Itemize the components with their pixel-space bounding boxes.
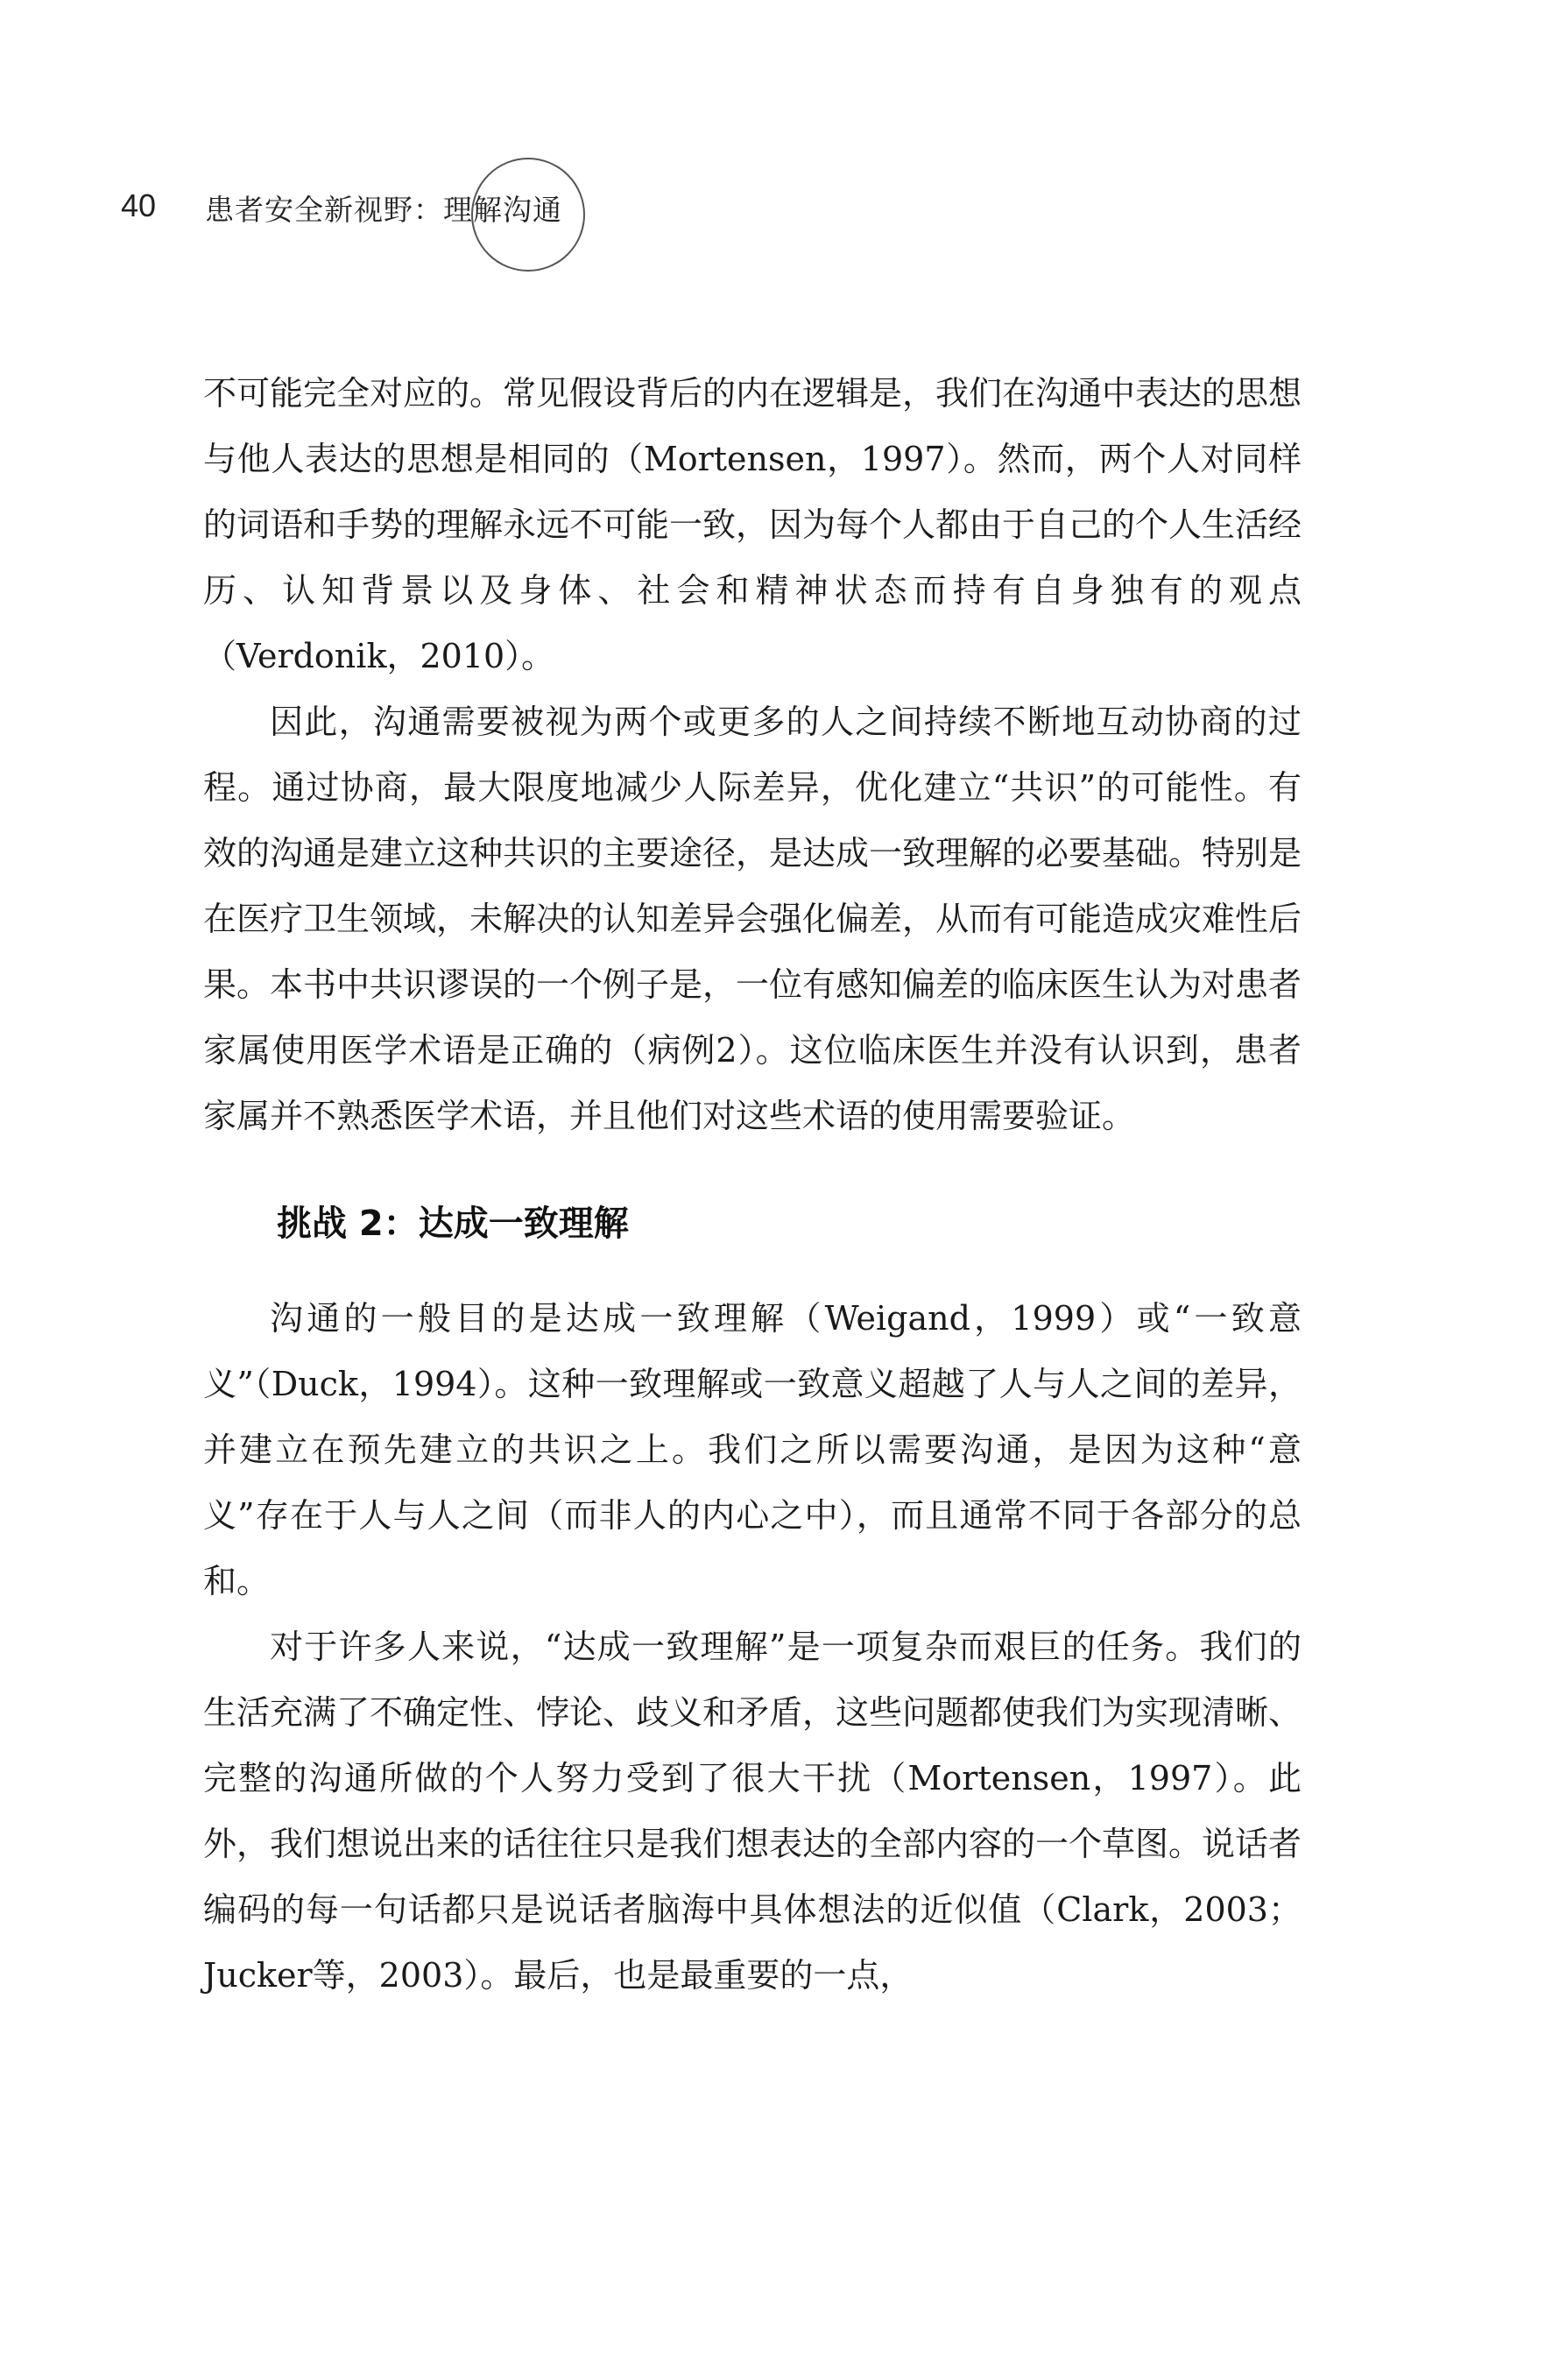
header-circle-decoration xyxy=(471,158,585,272)
book-title: 患者安全新视野：理解沟通 xyxy=(205,193,562,227)
page-body xyxy=(203,361,1302,2009)
paragraph-4: 对于许多人来说，“达成一致理解”是一项复杂而艰巨的任务。我们的生活充满了不确定性、悖论、歧义和矛盾，这些问题都使我们为实现清晰、完整的沟通所做的个人努力受到了很大干扰（Mortensen，1997）。此外，我们想说出来的话往往只是我们想表达的全部内容的一个草图。说话者编码的每一句话都只是说话者脑海中具体想法的近似值（Clark，2003；Jucker等，2003）。最后，也是最重要的一点， xyxy=(203,1628,1302,1995)
section-heading: 挑战 2：达成一致理解 xyxy=(277,1204,629,1244)
paragraph-1: 不可能完全对应的。常见假设背后的内在逻辑是，我们在沟通中表达的思想与他人表达的思想是相同的（Mortensen，1997）。然而，两个人对同样的词语和手势的理解永远不可能一致，因为每个人都由于自己的个人生活经历、认知背景以及身体、社会和精神状态而持有自身独有的观点（Verdonik，2010）。 xyxy=(203,374,1302,675)
paragraph-2: 因此，沟通需要被视为两个或更多的人之间持续不断地互动协商的过程。通过协商，最大限度地减少人际差异，优化建立“共识”的可能性。有效的沟通是建立这种共识的主要途径，是达成一致理解的必要基础。特别是在医疗卫生领域，未解决的认知差异会强化偏差，从而有可能造成灾难性后果。本书中共识谬误的一个例子是，一位有感知偏差的临床医生认为对患者家属使用医学术语是正确的（病例2）。这位临床医生并没有认识到，患者家属并不熟悉医学术语，并且他们对这些术语的使用需要验证。 xyxy=(203,703,1302,1135)
paragraph-3: 沟通的一般目的是达成一致理解（Weigand，1999）或“一致意义”（Duck，1994）。这种一致理解或一致意义超越了人与人之间的差异，并建立在预先建立的共识之上。我们之所以需要沟通，是因为这种“意义”存在于人与人之间（而非人的内心之中），而且通常不同于各部分的总和。 xyxy=(203,1299,1302,1600)
page-number: 40 xyxy=(121,187,157,223)
page-header xyxy=(121,158,1347,263)
